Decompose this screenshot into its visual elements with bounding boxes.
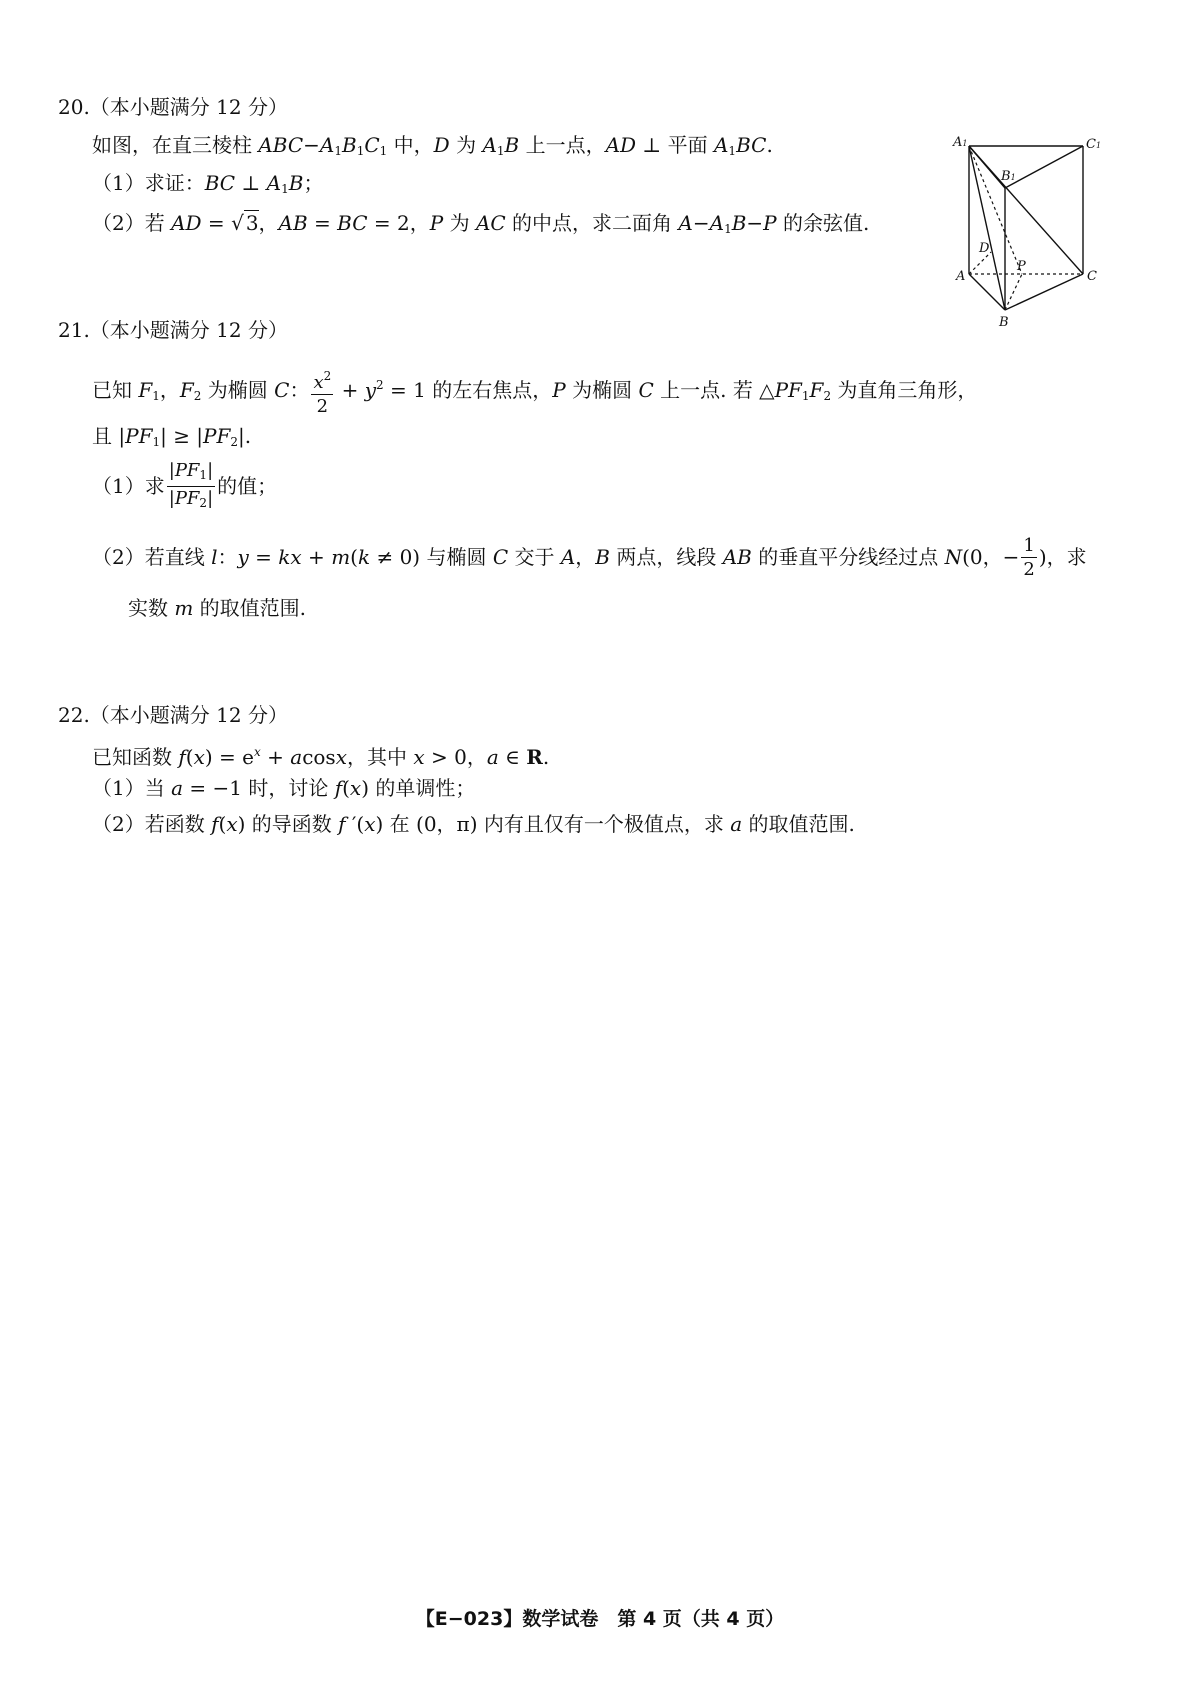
label-d: D [979,241,990,256]
page-footer: 【E−023】数学试卷 第 4 页（共 4 页） [415,1608,785,1630]
fraction-one-half: $\frac{1}{2}$ [1023,535,1035,580]
edge-a1-b [969,146,1005,310]
edge-b-c [1005,274,1083,310]
question-21-part-1: （1）求 $\frac{|PF_1|}{|PF_2|}$ 的值； [92,460,277,515]
question-21-condition: 且 $|PF_1| \ge |PF_2|$. [92,424,252,449]
question-22-heading: 22.（本小题满分 12 分） [58,703,288,727]
label-b1: B1 [1001,169,1016,184]
label-b: B [999,315,1009,330]
fraction-pf1-over-pf2: $\frac{|PF_1|}{|PF_2|}$ [167,460,215,515]
edge-a-b [969,274,1005,310]
question-22-stem: 已知函数 $f(x) = e^x + acosx$，其中 x > 0，a ∈ R. [92,745,550,769]
line-a1-p-hidden [969,146,1022,274]
label-p: P [1017,259,1026,274]
question-20-stem: 如图，在直三棱柱 $ABC-A_1B_1C_1$ 中，D 为 $A_1B$ 上一点，AD ⊥ 平面 $A_1BC$. [92,133,773,158]
question-22-part-1: （1）当 a = −1 时，讨论 f(x) 的单调性； [92,776,476,800]
label-a: A [956,269,966,284]
line-b-p-hidden [1005,274,1022,310]
label-c1: C1 [1086,137,1102,152]
label-a1: A1 [953,135,968,150]
fraction-x2-over-2: $\frac{x^2}{2}$ [313,368,332,417]
question-21-stem: 已知 $F_1$，$F_2$ 为椭圆 C： $\frac{x^2}{2}$ + $y^2 = 1$ 的左右焦点，P 为椭圆 C 上一点. 若 $\triangle PF_1F_2$ 为直角三角形， [92,360,977,421]
question-21-heading: 21.（本小题满分 12 分） [58,318,288,342]
question-20-heading: 20.（本小题满分 12 分） [58,95,288,119]
question-22-part-2: （2）若函数 f(x) 的导函数 f ′(x) 在 (0，π) 内有且仅有一个极值点，求 a 的取值范围. [92,812,855,836]
edge-b1-c1 [1005,146,1083,188]
question-20-part-2: （2）若 AD = √ 3，AB = BC = 2，P 为 AC 的中点，求二面角 $A-A_1B-P$ 的余弦值. [92,211,870,236]
label-c: C [1087,269,1097,284]
question-21-part-2-cont: 实数 m 的取值范围. [128,596,307,620]
prism-figure [953,135,1155,345]
question-21-part-2: （2）若直线 l：y = kx + m(k ≠ 0) 与椭圆 C 交于 A，B 两点，线段 AB 的垂直平分线经过点 N(0，− $\frac{1}{2}$ )，求 [92,535,1087,580]
question-20-part-1: （1）求证：BC ⊥ $A_1B$； [92,171,324,196]
